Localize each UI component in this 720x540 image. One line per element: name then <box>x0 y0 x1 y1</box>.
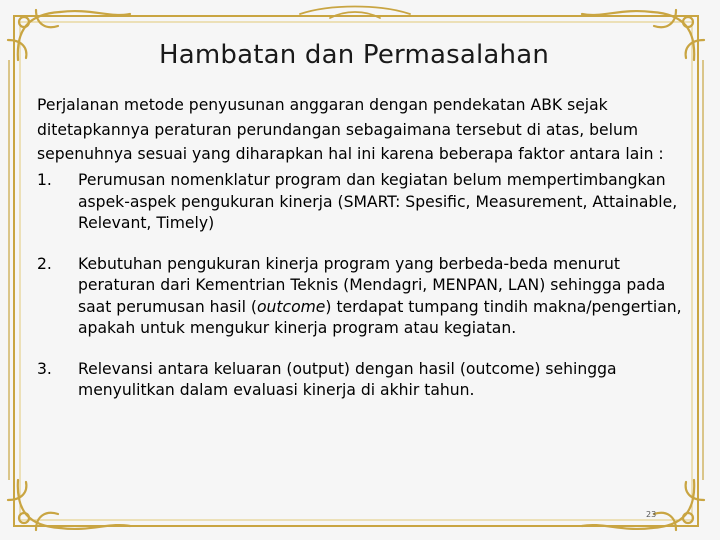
list-item <box>37 254 699 340</box>
corner-ornament-bottom-right <box>582 480 704 530</box>
corner-ornament-bottom-left <box>8 480 130 530</box>
list-item-text: Relevansi antara keluaran (output) dengan hasil (outcome) sehingga menyulitkan dalam evaluasi kinerja di akhir tahun. <box>78 359 617 399</box>
list-item-number: 3. <box>37 359 52 378</box>
list-item-number: 2. <box>37 254 52 273</box>
list-item-text <box>78 254 699 340</box>
outcome-italic: outcome <box>256 297 326 316</box>
page-number: 23 <box>646 510 657 519</box>
list-item-text-part: ) terdapat tumpang tindih makna/pengertian, apakah untuk mengukur kinerja program atau kegiatan. <box>78 297 682 337</box>
list-item <box>37 359 699 402</box>
factor-list <box>37 170 699 421</box>
intro-paragraph: Perjalanan metode penyusunan anggaran dengan pendekatan ABK sejak ditetapkannya peraturan perundangan sebagaimana tersebut di atas, belum sepenuhnya sesuai yang diharapkan hal ini karena beberapa faktor antara lain : <box>37 96 664 163</box>
list-item-text: Perumusan nomenklatur program dan kegiatan belum mempertimbangkan aspek-aspek pengukuran kinerja (SMART: Spesific, Measurement, Attainable, Relevant, Timely) <box>78 171 678 232</box>
list-item <box>37 170 699 235</box>
list-item-number: 1. <box>37 171 52 189</box>
slide-title: Hambatan dan Permasalahan <box>158 40 550 70</box>
list-item-text-part: Kebutuhan pengukuran kinerja program yang berbeda-beda menurut peraturan dari Kementrian Teknis (Mendagri, MENPAN, LAN) sehingga pada saat perumusan hasil ( <box>78 254 666 316</box>
